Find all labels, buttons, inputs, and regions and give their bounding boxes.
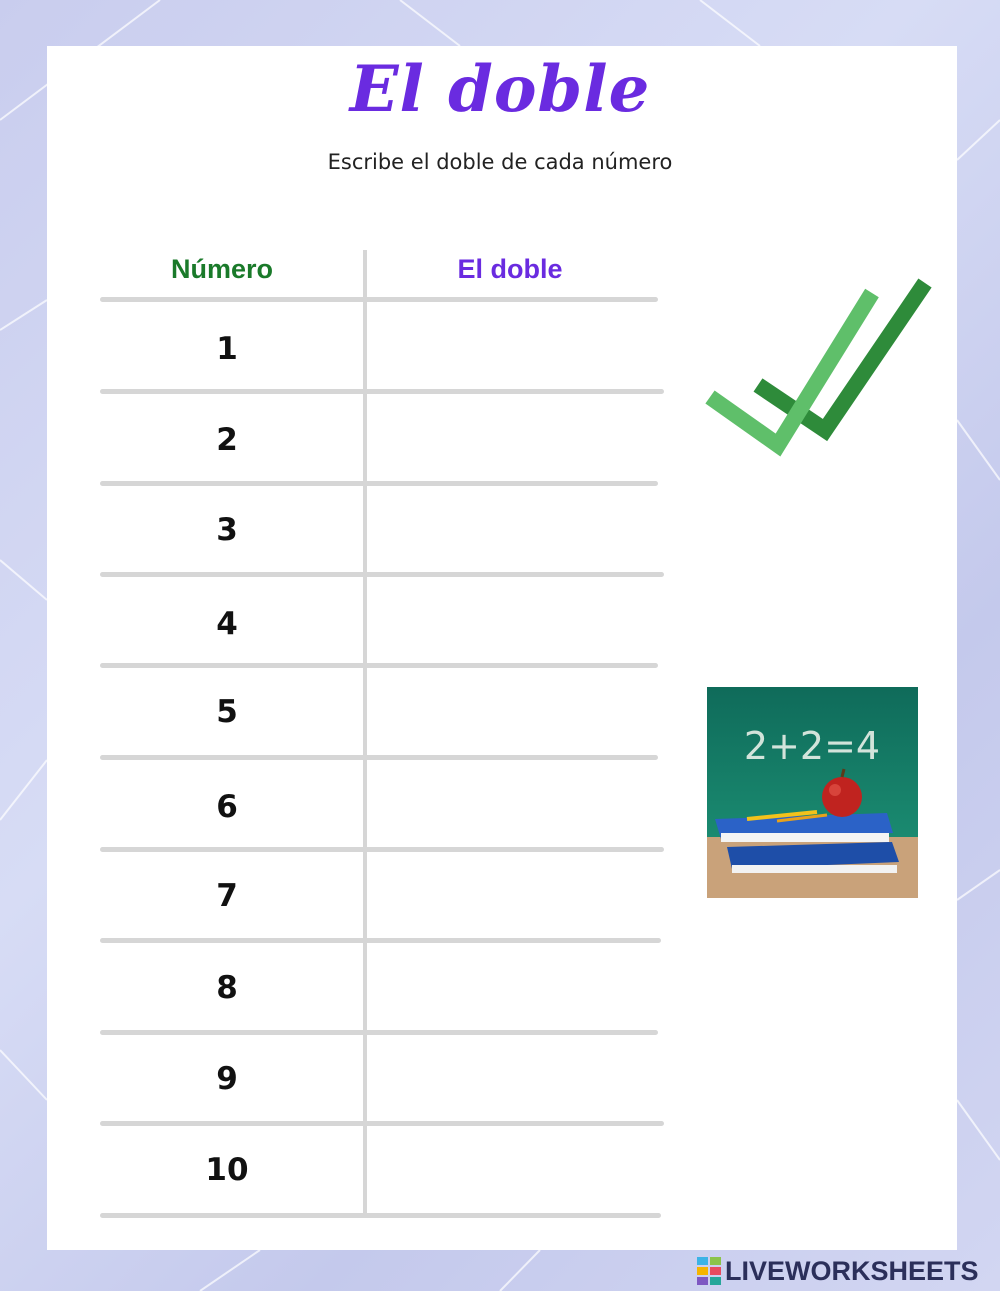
- answer-field-4[interactable]: [385, 590, 645, 650]
- table-rule: [100, 1121, 664, 1126]
- table-row-number: 8: [216, 970, 238, 1006]
- table-row-number: 3: [216, 512, 238, 548]
- table-rule: [100, 663, 658, 668]
- page-title: El doble: [349, 52, 651, 127]
- table-row-number: 10: [205, 1152, 249, 1188]
- answer-field-5[interactable]: [385, 681, 645, 741]
- logo-text: LIVEWORKSHEETS: [725, 1255, 979, 1286]
- answer-field-3[interactable]: [385, 498, 645, 558]
- table-rule: [100, 1030, 658, 1035]
- table-rule: [100, 481, 658, 486]
- chalkboard-text: 2+2=4: [743, 724, 881, 768]
- table-rule: [100, 847, 664, 852]
- column-header-double: El doble: [457, 254, 563, 284]
- table-divider-vertical: [363, 250, 367, 1216]
- answer-field-8[interactable]: [385, 956, 645, 1016]
- page-subtitle: Escribe el doble de cada número: [327, 150, 673, 174]
- table-rule: [100, 389, 664, 394]
- liveworksheets-logo-icon: [697, 1257, 721, 1285]
- double-checkmark-icon: [700, 275, 935, 460]
- table-rule: [100, 938, 661, 943]
- table-rule: [100, 572, 664, 577]
- answer-field-10[interactable]: [385, 1139, 645, 1199]
- answer-field-9[interactable]: [385, 1047, 645, 1107]
- table-row-number: 4: [216, 606, 238, 642]
- answer-field-1[interactable]: [385, 315, 645, 375]
- column-header-number: Número: [170, 254, 273, 284]
- table-row-number: 1: [216, 331, 238, 367]
- table-row-number: 2: [216, 422, 238, 458]
- answer-field-2[interactable]: [385, 407, 645, 467]
- table-row-number: 7: [216, 878, 238, 914]
- answer-field-6[interactable]: [385, 773, 645, 833]
- table-rule: [100, 1213, 661, 1218]
- table-row-number: 5: [216, 694, 238, 730]
- table-row-number: 6: [216, 789, 238, 825]
- table-rule: [100, 297, 658, 302]
- table-rule: [100, 755, 658, 760]
- chalkboard-books-apple-photo: [707, 687, 918, 898]
- answer-field-7[interactable]: [385, 864, 645, 924]
- table-row-number: 9: [216, 1061, 238, 1097]
- liveworksheets-logo: [697, 1255, 979, 1287]
